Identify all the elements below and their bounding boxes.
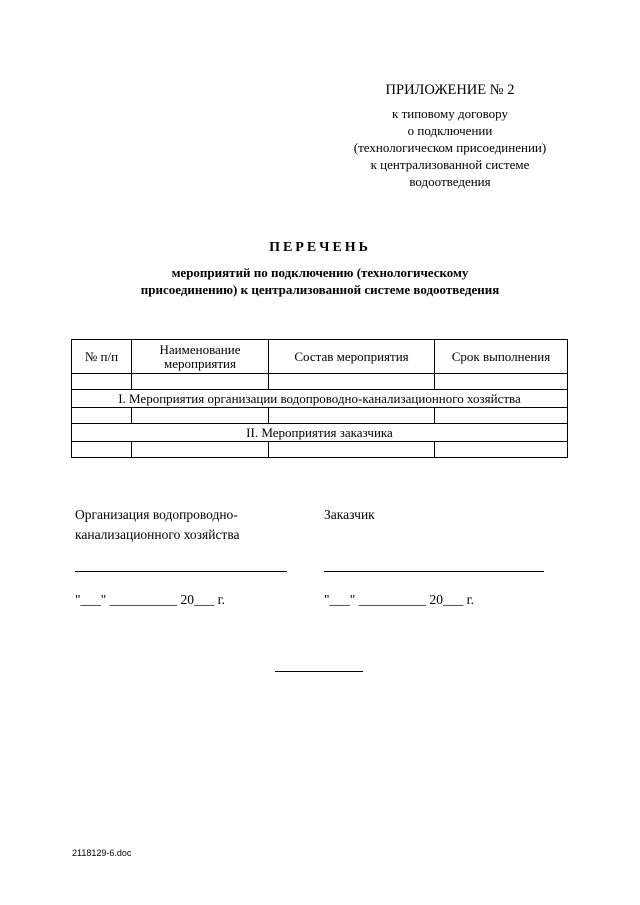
- org-label-line: Организация водопроводно-: [75, 507, 238, 522]
- table-cell: [132, 408, 269, 424]
- org-date-field: "___" __________ 20___ г.: [75, 592, 226, 607]
- column-header-deadline: Срок выполнения: [435, 340, 568, 374]
- appendix-heading: ПРИЛОЖЕНИЕ № 2: [385, 82, 515, 98]
- org-signature-line: [75, 571, 287, 572]
- customer-date-field: "___" __________ 20___ г.: [324, 592, 475, 607]
- appendix-block: [330, 82, 570, 190]
- table-cell: [435, 408, 568, 424]
- table-cell: [72, 374, 132, 390]
- table-cell: [132, 374, 269, 390]
- table-cell: [132, 442, 269, 458]
- appendix-line: водоотведения: [409, 174, 491, 189]
- table-cell: [72, 442, 132, 458]
- measures-table: [71, 339, 568, 458]
- column-header-composition: Состав мероприятия: [269, 340, 435, 374]
- appendix-line: к централизованной системе: [370, 157, 530, 172]
- separator-line: [275, 671, 363, 672]
- appendix-line: к типовому договору: [392, 106, 508, 121]
- table-cell: [269, 374, 435, 390]
- org-label-line: канализационного хозяйства: [75, 527, 240, 542]
- table-header-row: [72, 340, 568, 374]
- table-section-row: [72, 424, 568, 442]
- table-row: [72, 442, 568, 458]
- document-title: ПЕРЕЧЕНЬ: [269, 240, 371, 255]
- table-row: [72, 408, 568, 424]
- table-cell: [435, 442, 568, 458]
- column-header-name: Наименование мероприятия: [132, 340, 269, 374]
- document-subtitle: [60, 264, 580, 298]
- appendix-line: (технологическом присоединении): [353, 140, 547, 155]
- customer-signature-line: [324, 571, 544, 572]
- section-org-measures: I. Мероприятия организации водопроводно-канализационного хозяйства: [72, 390, 568, 408]
- table-cell: [72, 408, 132, 424]
- customer-signature-label: Заказчик: [324, 507, 375, 522]
- table-cell: [269, 408, 435, 424]
- org-signature-label: [75, 505, 240, 545]
- appendix-line: о подключении: [407, 123, 493, 138]
- column-header-number: № п/п: [72, 340, 132, 374]
- table-section-row: [72, 390, 568, 408]
- table-cell: [269, 442, 435, 458]
- table-row: [72, 374, 568, 390]
- table-cell: [435, 374, 568, 390]
- file-reference: 2118129-6.doc: [72, 848, 132, 858]
- subtitle-line: присоединению) к централизованной системе водоотведения: [140, 282, 500, 297]
- section-customer-measures: II. Мероприятия заказчика: [72, 424, 568, 442]
- subtitle-line: мероприятий по подключению (технологическому: [171, 265, 469, 280]
